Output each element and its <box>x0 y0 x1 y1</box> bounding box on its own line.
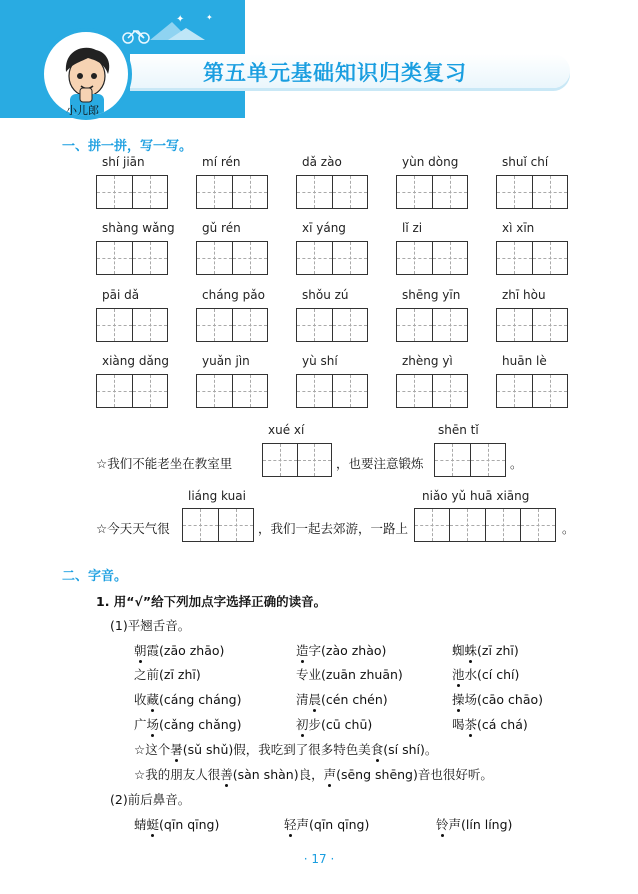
page-number: · 17 · <box>303 852 335 866</box>
sentence1-text-2: ，也要注意锻炼 <box>336 456 424 471</box>
pinyin-label: lǐ zi <box>402 221 423 235</box>
pronunciation-sentence-2: ☆我的朋友人很善(sàn shàn)良，声(sēng shēng)音也很好听。 <box>134 767 493 782</box>
sentence2-pinyin-1: liáng kuai <box>188 489 246 503</box>
page-title: 第五单元基础知识归类复习 <box>203 61 467 85</box>
subheading-retroflex: (1)平翘舌音。 <box>110 618 191 633</box>
mascot-label: 小儿郎 <box>66 104 99 117</box>
pinyin-label: yù shí <box>302 354 338 368</box>
writing-box[interactable] <box>414 508 556 542</box>
writing-box[interactable] <box>496 175 568 209</box>
sentence1-text-3: 。 <box>510 456 523 471</box>
pinyin-label: mí rén <box>202 155 241 169</box>
pinyin-label: huān lè <box>502 354 547 368</box>
writing-box[interactable] <box>396 175 468 209</box>
pinyin-label: gǔ rén <box>202 221 241 235</box>
pronunciation-item: 专业(zuān zhuān) <box>296 667 403 682</box>
pinyin-label: zhī hòu <box>502 288 546 302</box>
writing-box[interactable] <box>96 308 168 342</box>
writing-box[interactable] <box>96 175 168 209</box>
writing-box[interactable] <box>396 241 468 275</box>
section1-heading: 一、拼一拼，写一写。 <box>62 139 193 154</box>
pinyin-label: shàng wǎng <box>102 221 175 235</box>
pronunciation-item: 广场(cǎng chǎng) <box>134 717 242 732</box>
question-1: 1. 用“√”给下列加点字选择正确的读音。 <box>96 594 327 609</box>
writing-box[interactable] <box>496 374 568 408</box>
pinyin-label: pāi dǎ <box>102 288 140 302</box>
pronunciation-item: 初步(cū chū) <box>296 717 373 732</box>
pinyin-label: cháng pǎo <box>202 288 265 302</box>
writing-box[interactable] <box>262 443 332 477</box>
sentence2-pinyin-2: niǎo yǔ huā xiāng <box>422 489 530 503</box>
writing-box[interactable] <box>182 508 254 542</box>
writing-box[interactable] <box>196 175 268 209</box>
svg-text:✦: ✦ <box>206 13 213 22</box>
writing-box[interactable] <box>196 308 268 342</box>
writing-box[interactable] <box>96 374 168 408</box>
writing-box[interactable] <box>196 374 268 408</box>
writing-box[interactable] <box>296 175 368 209</box>
pinyin-label: yuǎn jìn <box>202 354 250 368</box>
pinyin-label: yùn dòng <box>402 155 459 169</box>
pinyin-label: shǒu zú <box>302 288 349 302</box>
subheading-nasal: (2)前后鼻音。 <box>110 792 191 807</box>
pronunciation-sentence-1: ☆这个暑(sǔ shǔ)假，我吃到了很多特色美食(sí shí)。 <box>134 742 438 757</box>
writing-box[interactable] <box>396 374 468 408</box>
writing-box[interactable] <box>96 241 168 275</box>
sentence2-text-3: 。 <box>562 521 575 536</box>
sentence1-pinyin-1: xué xí <box>268 423 305 437</box>
pronunciation-item: 朝霞(zāo zhāo) <box>134 643 225 658</box>
writing-box[interactable] <box>196 241 268 275</box>
pronunciation-item: 铃声(lín líng) <box>436 817 513 832</box>
pinyin-label: dǎ zào <box>302 155 342 169</box>
pinyin-label: xiàng dǎng <box>102 354 170 368</box>
writing-box[interactable] <box>496 241 568 275</box>
writing-box[interactable] <box>296 241 368 275</box>
pinyin-label: xì xīn <box>502 221 535 235</box>
sentence2-text-2: ，我们一起去郊游，一路上 <box>258 521 409 536</box>
pinyin-label: shēng yīn <box>402 288 461 302</box>
writing-box[interactable] <box>396 308 468 342</box>
pronunciation-item: 轻声(qīn qīng) <box>284 817 370 832</box>
pronunciation-item: 操场(cāo chāo) <box>452 692 544 707</box>
pronunciation-item: 喝茶(cá chá) <box>452 717 528 732</box>
writing-box[interactable] <box>296 308 368 342</box>
writing-box[interactable] <box>434 443 506 477</box>
writing-box[interactable] <box>296 374 368 408</box>
sentence1-text-1: ☆我们不能老坐在教室里 <box>96 456 233 471</box>
sentence1-pinyin-2: shēn tǐ <box>438 423 479 437</box>
section2-heading: 二、字音。 <box>62 569 128 584</box>
pronunciation-item: 造字(zào zhào) <box>296 643 387 658</box>
pronunciation-item: 收藏(cáng cháng) <box>134 692 242 707</box>
pinyin-label: xī yáng <box>302 221 346 235</box>
pronunciation-item: 蜘蛛(zī zhī) <box>452 643 519 658</box>
pronunciation-item: 清晨(cén chén) <box>296 692 388 707</box>
svg-text:✦: ✦ <box>176 14 185 25</box>
writing-box[interactable] <box>496 308 568 342</box>
pinyin-label: shí jiān <box>102 155 145 169</box>
pronunciation-item: 蜻蜓(qīn qīng) <box>134 817 220 832</box>
sentence2-text-1: ☆今天天气很 <box>96 521 170 536</box>
pronunciation-item: 之前(zī zhī) <box>134 667 201 682</box>
pinyin-label: zhèng yì <box>402 354 453 368</box>
pinyin-label: shuǐ chí <box>502 155 549 169</box>
pronunciation-item: 池水(cí chí) <box>452 667 520 682</box>
